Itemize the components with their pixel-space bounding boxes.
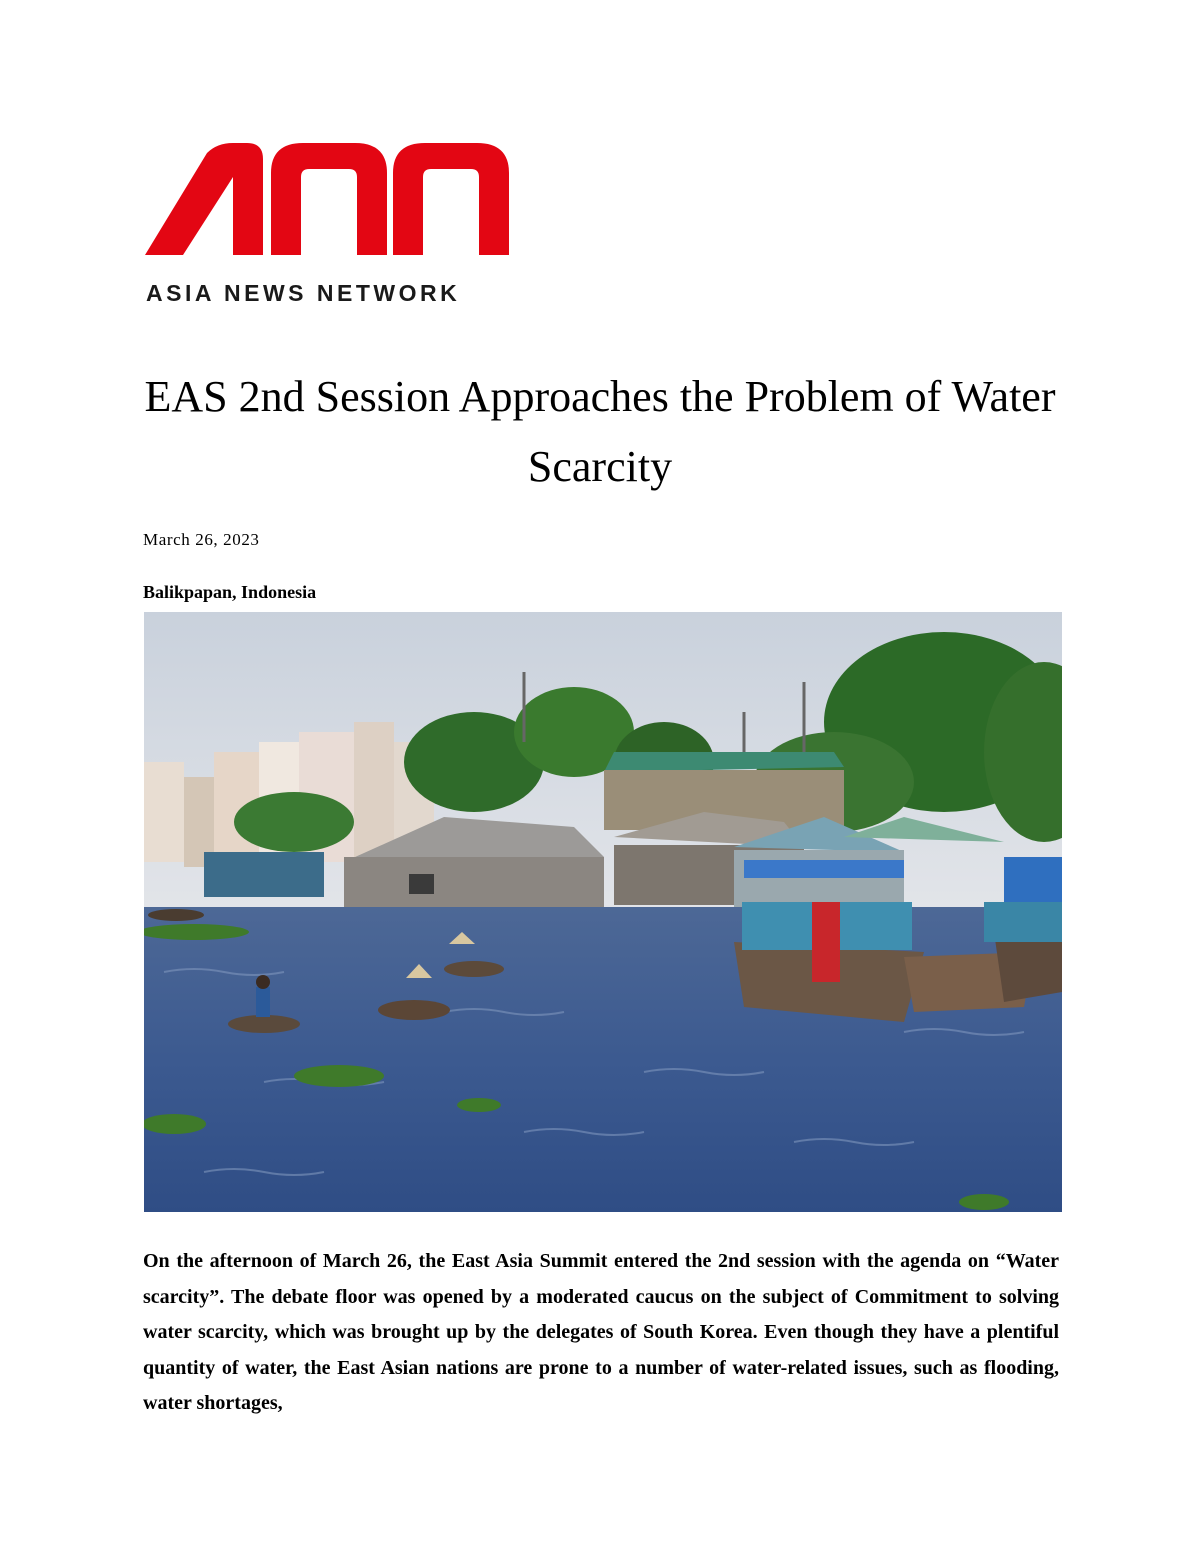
article-body: On the afternoon of March 26, the East Asia Summit entered the 2nd session with the agenda on “Water scarcity”. The debate floor was opened by a moderated caucus on the subject of Commitment to solving water scarcity, which was brought up by the delegates of South Korea. Even though they have a plentiful quantity of water, the East Asian nations are prone to a number of water-related issues, such as flooding, water shortages,	[143, 1250, 1059, 1414]
article-date: March 26, 2023	[143, 530, 260, 549]
logo-letter-n1	[271, 143, 387, 255]
logo-letter-n2	[393, 143, 509, 255]
article-location: Balikpapan, Indonesia	[143, 582, 317, 602]
article-title: EAS 2nd Session Approaches the Problem of Water Scarcity	[144, 372, 1056, 491]
logo-letter-a	[145, 143, 263, 255]
photo-river	[144, 907, 1062, 1212]
article-photo	[144, 612, 1062, 1212]
logo-tagline: ASIA NEWS NETWORK	[146, 280, 461, 306]
